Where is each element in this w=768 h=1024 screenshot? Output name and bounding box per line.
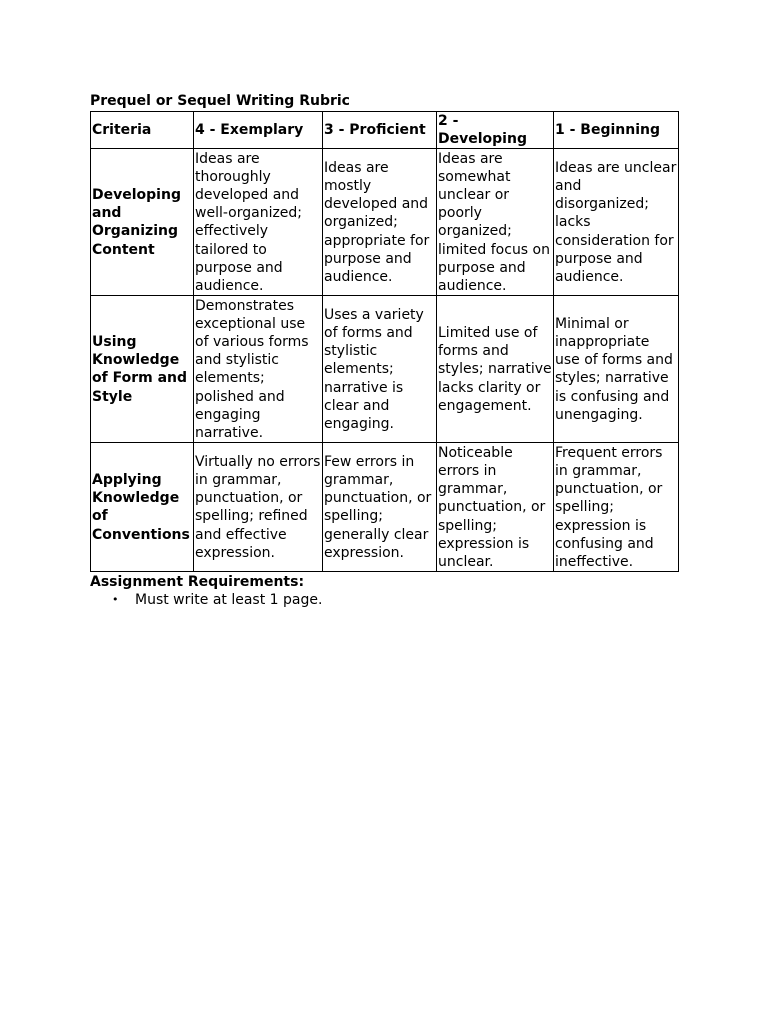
table-header-row — [91, 112, 679, 149]
table-cell: Ideas are somewhat unclear or poorly organized; limited focus on purpose and audience. — [437, 149, 554, 296]
document-page — [90, 92, 680, 609]
header-proficient: 3 - Proficient — [323, 112, 437, 149]
table-cell: Demonstrates exceptional use of various forms and stylistic elements; polished and engaging narrative. — [194, 296, 323, 443]
list-item — [90, 591, 680, 609]
criteria-cell: Developing and Organizing Content — [91, 149, 194, 296]
header-criteria: Criteria — [91, 112, 194, 149]
table-cell: Uses a variety of forms and stylistic elements; narrative is clear and engaging. — [323, 296, 437, 443]
table-cell: Limited use of forms and styles; narrative lacks clarity or engagement. — [437, 296, 554, 443]
header-beginning: 1 - Beginning — [554, 112, 679, 149]
criteria-cell: Using Knowledge of Form and Style — [91, 296, 194, 443]
table-cell: Noticeable errors in grammar, punctuation, or spelling; expression is unclear. — [437, 443, 554, 572]
table-cell: Ideas are thoroughly developed and well-organized; effectively tailored to purpose and audience. — [194, 149, 323, 296]
header-developing: 2 - Developing — [437, 112, 554, 149]
requirements-list — [90, 591, 680, 609]
table-cell: Ideas are unclear and disorganized; lacks consideration for purpose and audience. — [554, 149, 679, 296]
document-title: Prequel or Sequel Writing Rubric — [90, 93, 350, 109]
table-cell: Minimal or inappropriate use of forms and styles; narrative is confusing and unengaging. — [554, 296, 679, 443]
table-cell: Frequent errors in grammar, punctuation, or spelling; expression is confusing and ineffective. — [554, 443, 679, 572]
table-row — [91, 443, 679, 572]
rubric-table — [90, 111, 679, 572]
table-cell: Few errors in grammar, punctuation, or spelling; generally clear expression. — [323, 443, 437, 572]
list-item-text: Must write at least 1 page. — [135, 592, 323, 609]
header-exemplary: 4 - Exemplary — [194, 112, 323, 149]
table-cell: Virtually no errors in grammar, punctuation, or spelling; refined and effective expression. — [194, 443, 323, 572]
table-cell: Ideas are mostly developed and organized; appropriate for purpose and audience. — [323, 149, 437, 296]
criteria-cell: Applying Knowledge of Conventions — [91, 443, 194, 572]
table-row — [91, 149, 679, 296]
bullet-icon: • — [112, 593, 119, 607]
requirements-heading: Assignment Requirements: — [90, 574, 305, 591]
table-row — [91, 296, 679, 443]
